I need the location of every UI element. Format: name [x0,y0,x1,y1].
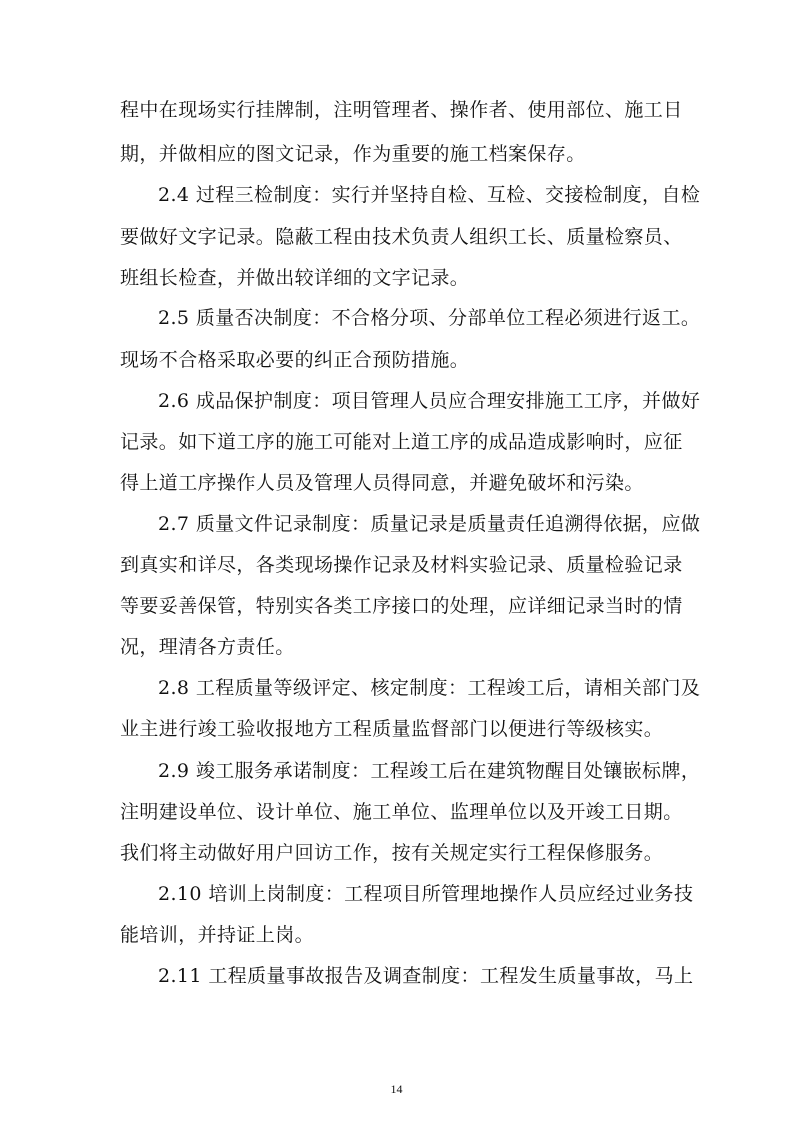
text-line: 要做好文字记录。隐蔽工程由技术负责人组织工长、质量检察员、 [120,226,683,248]
text-line: 能培训，并持证上岗。 [120,924,315,946]
paragraph-2-4-line: 2.4 过程三检制度：实行并坚持自检、互检、交接检制度，自检 [158,184,701,206]
text-line: 记录。如下道工序的施工可能对上道工序的成品造成影响时，应征 [120,431,683,453]
text-line: 我们将主动做好用户回访工作，按有关规定实行工程保修服务。 [120,842,664,864]
text-line: 期，并做相应的图文记录，作为重要的施工档案保存。 [120,143,586,165]
text-line: 注明建设单位、设计单位、施工单位、监理单位以及开竣工日期。 [120,801,683,823]
paragraph-2-8-line: 2.8 工程质量等级评定、核定制度：工程竣工后，请相关部门及 [158,677,701,699]
text-line: 到真实和详尽，各类现场操作记录及材料实验记录、质量检验记录 [120,554,683,576]
text-line: 况，理清各方责任。 [120,636,295,658]
paragraph-2-7-line: 2.7 质量文件记录制度：质量记录是质量责任追溯得依据，应做 [158,513,701,535]
paragraph-2-11-line: 2.11 工程质量事故报告及调查制度：工程发生质量事故，马上 [158,965,694,987]
text-line: 班组长检查，并做出较详细的文字记录。 [120,267,470,289]
text-line: 程中在现场实行挂牌制，注明管理者、操作者、使用部位、施工日 [120,99,683,121]
page-number: 14 [390,1082,403,1096]
text-line: 现场不合格采取必要的纠正合预防措施。 [120,349,470,371]
paragraph-2-10-line: 2.10 培训上岗制度：工程项目所管理地操作人员应经过业务技 [158,883,694,905]
paragraph-2-9-line: 2.9 竣工服务承诺制度：工程竣工后在建筑物醒目处镶嵌标牌， [158,760,701,782]
text-line: 等要妥善保管，特别实各类工序接口的处理，应详细记录当时的情 [120,595,683,617]
text-line: 得上道工序操作人员及管理人员得同意，并避免破坏和污染。 [120,472,644,494]
paragraph-2-6-line: 2.6 成品保护制度：项目管理人员应合理安排施工工序，并做好 [158,390,701,412]
paragraph-2-5-line: 2.5 质量否决制度：不合格分项、分部单位工程必须进行返工。 [158,307,701,329]
text-line: 业主进行竣工验收报地方工程质量监督部门以便进行等级核实。 [120,718,664,740]
